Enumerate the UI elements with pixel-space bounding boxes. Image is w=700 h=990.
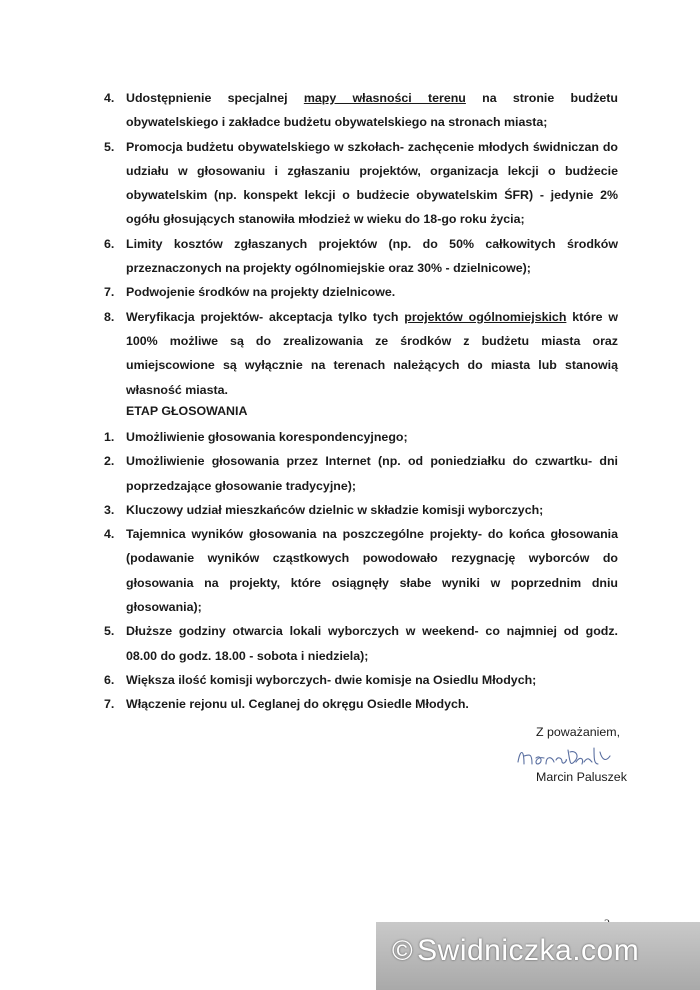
voting-list (104, 425, 618, 717)
item-number: 2. (104, 454, 115, 469)
item-text: Podwojenie środków na projekty dzielnicowe. (126, 285, 396, 300)
item-text: Umożliwienie głosowania przez Internet (np. od poniedziałku do czwartku- dni poprzedzające głosowanie tradycyjne); (126, 454, 618, 493)
item-text-cont: na stronie budżetu obywatelskiego i zakładce budżetu obywatelskiego na stronach miasta; (126, 91, 618, 130)
list-item (104, 449, 618, 498)
item-text-cont: które w 100% możliwe są do zrealizowania ze środków z budżetu miasta oraz umiejscowione są wyłącznie na terenach należących do miasta lub stanowią własność miasta. (126, 309, 619, 397)
item-text: Umożliwienie głosowania korespondencyjnego; (126, 430, 408, 444)
list-item (104, 425, 618, 449)
list-item (104, 668, 618, 692)
copyright-icon: © (392, 935, 414, 966)
item-text: Udostępnienie specjalnej (126, 91, 304, 105)
list-item (104, 619, 618, 668)
item-underlined-text: projektów ogólnomiejskich (404, 309, 567, 324)
item-text: Limity kosztów zgłaszanych projektów (np. do 50% całkowitych środków przeznaczonych na projekty ogólnomiejskie oraz 30% - dzielnicowe); (126, 236, 618, 276)
item-number: 8. (104, 309, 115, 324)
item-number: 4. (104, 527, 115, 542)
watermark (392, 934, 639, 968)
item-number: 4. (104, 91, 115, 105)
item-number: 5. (104, 139, 115, 154)
list-item (104, 280, 618, 304)
item-text: Tajemnica wyników głosowania na poszczególne projekty- do końca głosowania (podawanie wyników cząstkowych powodowało rezygnację wyborców do głosowania na projekty, które osiągnęły słabe wyniki w poprzednim dniu głosowania); (126, 527, 618, 615)
signatory-name: Marcin Paluszek (536, 770, 627, 784)
proposals-list (104, 86, 618, 402)
item-number: 6. (104, 236, 115, 251)
item-number: 1. (104, 430, 115, 444)
list-item (104, 498, 618, 522)
section-heading: ETAP GŁOSOWANIA (126, 404, 248, 418)
item-number: 7. (104, 285, 115, 300)
list-item (104, 232, 618, 281)
item-text: Większa ilość komisji wyborczych- dwie komisje na Osiedlu Młodych; (126, 672, 537, 687)
item-number: 6. (104, 672, 115, 687)
watermark-text: Swidniczka.com (417, 934, 640, 967)
item-text: Dłuższe godziny otwarcia lokali wyborczych w weekend- co najmniej od godz. 08.00 do godz. 18.00 - sobota i niedziela); (126, 624, 618, 663)
list-item (104, 692, 618, 716)
item-underlined-text: mapy własności terenu (303, 91, 466, 105)
list-item (104, 522, 618, 619)
item-number: 5. (104, 624, 115, 639)
list-item (104, 135, 618, 232)
item-text: Weryfikacja projektów- akceptacja tylko tych (126, 309, 405, 324)
item-text: Kluczowy udział mieszkańców dzielnic w składzie komisji wyborczych; (126, 502, 544, 517)
item-number: 3. (104, 502, 115, 517)
closing-salutation: Z poważaniem, (536, 725, 621, 739)
list-item (104, 305, 618, 402)
item-number: 7. (104, 697, 115, 712)
item-text: Promocja budżetu obywatelskiego w szkołach- zachęcenie młodych świdniczan do udziału w głosowaniu i zgłaszaniu projektów, organizacja lekcji o budżecie obywatelskim (np. konspekt lekcji o budżecie obywatelskim ŚFR) - jedynie 2% ogółu głosujących stanowiła młodzież w wieku do 18-go roku życia; (126, 139, 618, 227)
item-text: Włączenie rejonu ul. Ceglanej do okręgu Osiedle Młodych. (126, 697, 469, 712)
list-item (104, 86, 618, 135)
